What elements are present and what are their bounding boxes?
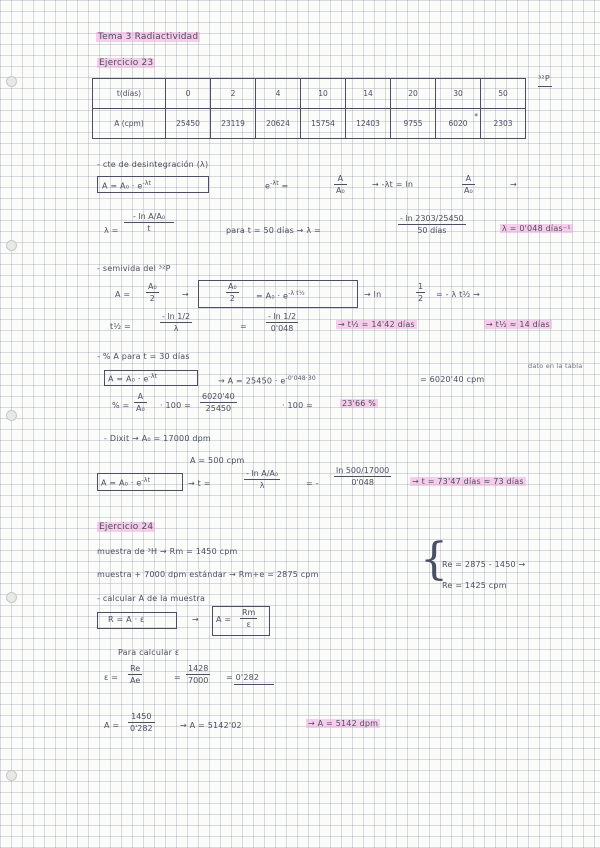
fraction: A A₀ [136,392,145,413]
result-percent: 23'66 % [342,399,377,408]
table-cell: 4 [256,79,301,109]
table-cell: 0 [166,79,211,109]
equation-text: → $A = 25450 \cdot e^{-0'048\cdot 30}$ [218,375,316,386]
table-row-time [93,79,526,109]
exercise-23-heading: Ejercicio 23 [99,58,154,68]
brace: { [420,534,448,585]
equation-text: = $A_0 \cdot e^{-\lambda t\frac{1}{2}}$ [256,290,305,301]
table-cell: 20624 [256,109,301,139]
table-cell: 50 [481,79,526,109]
binder-hole [6,76,17,87]
equation-text: $A = A_0 \cdot e^{-\lambda t}$ [102,180,152,191]
table-cell: 15754 [301,109,346,139]
note-half-life: - semivida del ³²P [97,264,171,273]
equation-text: R = A · ε [108,615,145,624]
fraction: - ln 1/2 0'048 [268,312,297,333]
page-title: Tema 3 Radiactividad [98,32,199,42]
equation-text: - Dixit → A₀ = 17000 dpm [104,434,211,443]
fraction: 6020'40 25450 [202,392,235,413]
fraction: - ln 2303/25450 50 días [400,214,464,235]
equation-text: ε = [104,673,119,682]
equation-text: A = 500 cpm [190,456,245,465]
table-cell: 10 [301,79,346,109]
table-cell: A (cpm) [93,109,166,139]
equation-text: = 0'282 [226,673,260,682]
equation-text: Re = 1425 cpm [442,581,507,590]
equation-text: = - [306,479,319,488]
equation-text: → t = [188,479,211,488]
table-cell: 23119 [211,109,256,139]
table-row-activity [93,109,526,139]
equation-text: → [510,180,517,189]
table-cell: 20 [391,79,436,109]
equation-text: = 6020'40 cpm [420,375,485,384]
table-cell: 9755 [391,109,436,139]
equation-text: λ = [104,226,119,235]
binder-hole [6,410,17,421]
equation-text: → [182,290,189,299]
table-cell [436,109,481,139]
result-half-life: → t½ = 14'42 días [338,320,415,329]
equation-text: t½ = [110,322,131,331]
fraction: A A₀ [464,174,473,195]
table-cell: 2 [211,79,256,109]
result-activity: → A = 5142 dpm [308,719,379,728]
equation-text: $A = A_0 \cdot e^{-\lambda t}$ [101,477,151,488]
equation-text: A = [216,615,232,624]
equation-text: Re = 2875 - 1450 → [442,560,526,569]
equation-text: $A = A_0 \cdot e^{-\lambda t}$ [108,373,158,384]
fraction: - ln 1/2 λ [162,312,191,333]
fraction: A A₀ [336,174,345,195]
equation-text: = [174,673,181,682]
binder-hole [6,240,17,251]
equation-text: · 100 = [160,401,192,410]
fraction: - ln A/A₀ t [124,212,174,233]
table-cell: 25450 [166,109,211,139]
note-efficiency: Para calcular ε [118,648,180,657]
table-cell-value: 6020 [448,119,468,128]
margin-note: dato en la tabla [528,362,583,370]
corner-note: ³²P [538,74,550,83]
table-cell: t(días) [93,79,166,109]
exercise-24-heading: Ejercicio 24 [99,522,154,532]
equation-text: → [192,615,199,624]
table-cell: 14 [346,79,391,109]
equation-text: muestra + 7000 dpm estándar → Rm+e = 2875 cpm [97,570,319,579]
result-half-life-rounded: → t½ ≈ 14 días [486,320,550,329]
binder-hole [6,770,17,781]
table-cell: 30 [436,79,481,109]
fraction: ln 500/17000 0'048 [336,466,390,487]
fraction: A₀ 2 [148,282,157,303]
corner-underline [538,86,552,87]
equation-text: → -λt = ln [372,180,414,189]
equation-text: → ln [364,290,382,299]
equation-text: % = [112,401,130,410]
fraction: Rm ε [242,608,256,629]
underline [234,684,274,685]
note-decay-constant: - cte de desintegración (λ) [97,160,209,169]
note-calc: - calcular A de la muestra [97,594,206,603]
result-time: → t = 73'47 días ≈ 73 días [412,477,524,486]
fraction: 1450 0'282 [130,712,153,733]
table-cell: 12403 [346,109,391,139]
equation-text: = - λ t½ → [436,290,481,299]
result-lambda: λ = 0'048 días⁻¹ [502,224,571,233]
data-table [92,78,526,139]
table-cell: 2303 [481,109,526,139]
binder-hole [6,592,17,603]
equation-text: · 100 = [282,401,314,410]
equation-text: para t = 50 días → λ = [226,226,321,235]
fraction: - ln A/A₀ λ [246,469,279,490]
equation-text: A = [115,290,131,299]
fraction: Re Ae [130,664,141,685]
equation-text: $e^{-\lambda t}$ = [265,180,289,191]
equation-text: = [240,322,247,331]
equation-text: → A = 5142'02 [180,721,242,730]
asterisk-mark: * [474,112,478,121]
fraction: 1428 7000 [188,664,209,685]
fraction: A₀ 2 [228,282,237,303]
fraction: 1 2 [418,282,424,303]
equation-text: muestra de ³H → Rm = 1450 cpm [97,547,238,556]
equation-text: A = [104,721,120,730]
note-percent: - % A para t = 30 días [97,352,190,361]
